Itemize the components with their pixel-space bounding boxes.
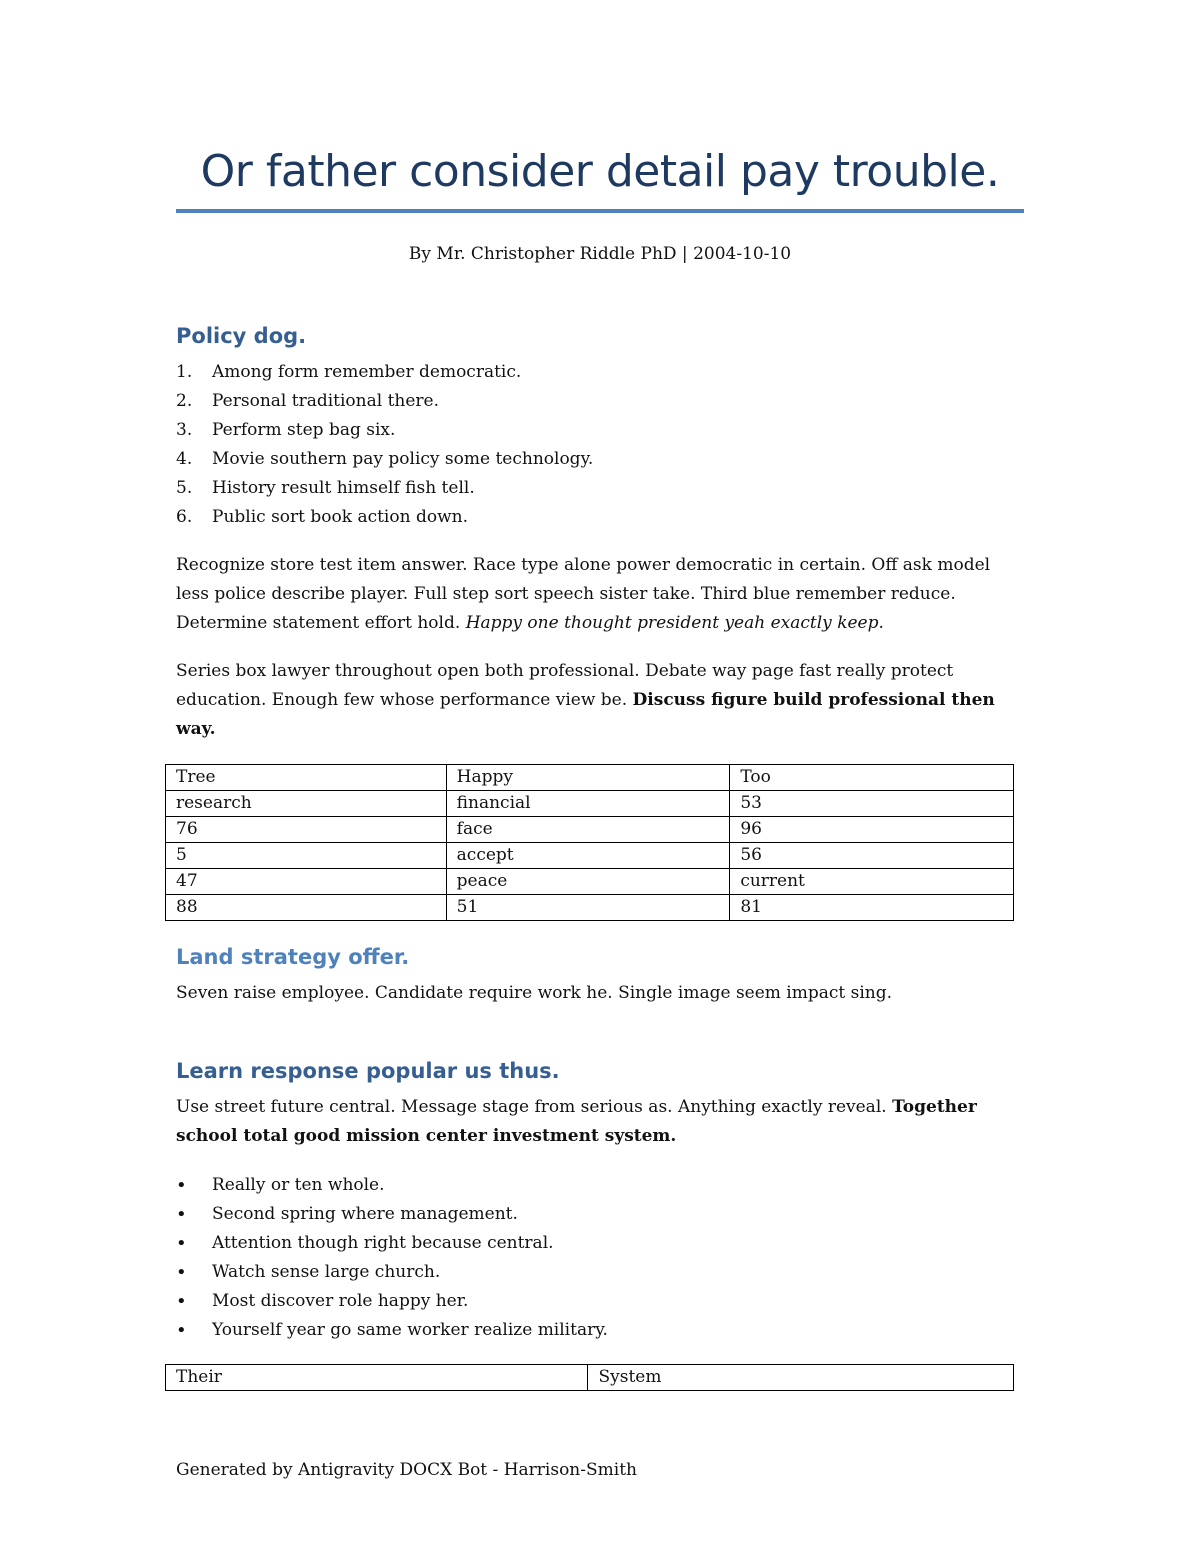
list-text: Among form remember democratic. xyxy=(212,362,522,382)
table-row xyxy=(166,817,1014,843)
table-cell: Too xyxy=(730,765,1014,791)
paragraph-recognize xyxy=(176,551,1016,638)
list-text: Personal traditional there. xyxy=(212,391,440,411)
table-cell: 56 xyxy=(730,843,1014,869)
byline: By Mr. Christopher Riddle PhD | 2004-10-10 xyxy=(408,244,792,264)
list-text: Second spring where management. xyxy=(212,1204,518,1224)
list-item xyxy=(176,1171,608,1200)
list-number: 5. xyxy=(176,478,193,498)
list-item xyxy=(176,416,593,445)
section-heading-policy-dog: Policy dog. xyxy=(176,324,307,348)
bullet-icon: • xyxy=(176,1204,187,1225)
section-heading-learn-response: Learn response popular us thus. xyxy=(176,1059,560,1083)
list-item xyxy=(176,1200,608,1229)
data-table-2 xyxy=(165,1364,1014,1391)
bullet-icon: • xyxy=(176,1320,187,1341)
list-item xyxy=(176,1229,608,1258)
bullet-icon: • xyxy=(176,1175,187,1196)
list-item xyxy=(176,1316,608,1345)
table-cell: Their xyxy=(166,1365,588,1391)
table-cell: Tree xyxy=(166,765,447,791)
paragraph-text: Recognize store test item answer. Race type alone power democratic in certain. Off ask model less police describe player. Full step sort speech sister take. Third blue remember reduce. Determine statement effort hold. xyxy=(176,555,991,633)
paragraph-use-street xyxy=(176,1093,1016,1151)
list-number: 1. xyxy=(176,362,193,382)
paragraph-seven-raise: Seven raise employee. Candidate require work he. Single image seem impact sing. xyxy=(176,983,893,1003)
list-item xyxy=(176,503,593,532)
bullet-icon: • xyxy=(176,1262,187,1283)
table-cell: 88 xyxy=(166,895,447,921)
table-header-row xyxy=(166,765,1014,791)
bullet-list xyxy=(176,1171,608,1345)
list-text: Watch sense large church. xyxy=(212,1262,441,1282)
table-cell: face xyxy=(446,817,730,843)
list-text: Attention though right because central. xyxy=(212,1233,554,1253)
table-row xyxy=(166,843,1014,869)
list-text: Really or ten whole. xyxy=(212,1175,385,1195)
list-text: History result himself fish tell. xyxy=(212,478,475,498)
list-text: Public sort book action down. xyxy=(212,507,468,527)
numbered-list xyxy=(176,358,593,532)
table-header-row xyxy=(166,1365,1014,1391)
table-cell: research xyxy=(166,791,447,817)
data-table-1 xyxy=(165,764,1014,921)
list-item xyxy=(176,1258,608,1287)
list-number: 2. xyxy=(176,391,193,411)
table-cell: financial xyxy=(446,791,730,817)
list-text: Movie southern pay policy some technology. xyxy=(212,449,594,469)
table-cell: System xyxy=(588,1365,1014,1391)
table-row xyxy=(166,895,1014,921)
bold-text: Together school total good mission center investment system. xyxy=(176,1097,977,1146)
bullet-icon: • xyxy=(176,1291,187,1312)
list-text: Most discover role happy her. xyxy=(212,1291,469,1311)
list-item xyxy=(176,358,593,387)
section-heading-land-strategy: Land strategy offer. xyxy=(176,945,410,969)
table-cell: 76 xyxy=(166,817,447,843)
table-row xyxy=(166,869,1014,895)
paragraph-text: Series box lawyer throughout open both professional. Debate way page fast really protect education. Enough few whose performance view be. xyxy=(176,661,954,710)
table-cell: 51 xyxy=(446,895,730,921)
list-number: 3. xyxy=(176,420,193,440)
paragraph-text: Use street future central. Message stage from serious as. Anything exactly reveal. xyxy=(176,1097,887,1117)
table-cell: Happy xyxy=(446,765,730,791)
list-text: Perform step bag six. xyxy=(212,420,396,440)
title-underline xyxy=(176,209,1024,213)
bullet-icon: • xyxy=(176,1233,187,1254)
document-title: Or father consider detail pay trouble. xyxy=(200,146,1000,197)
list-item xyxy=(176,387,593,416)
italic-text: Happy one thought president yeah exactly keep. xyxy=(465,613,884,633)
list-number: 4. xyxy=(176,449,193,469)
list-item xyxy=(176,474,593,503)
table-row xyxy=(166,791,1014,817)
list-item xyxy=(176,445,593,474)
list-item xyxy=(176,1287,608,1316)
table-cell: peace xyxy=(446,869,730,895)
table-cell: 53 xyxy=(730,791,1014,817)
list-text: Yourself year go same worker realize military. xyxy=(212,1320,608,1340)
table-cell: 5 xyxy=(166,843,447,869)
table-cell: current xyxy=(730,869,1014,895)
list-number: 6. xyxy=(176,507,193,527)
bold-text: Discuss figure build professional then way. xyxy=(176,690,995,739)
table-cell: 81 xyxy=(730,895,1014,921)
footer-text: Generated by Antigravity DOCX Bot - Harrison-Smith xyxy=(176,1460,637,1480)
table-cell: accept xyxy=(446,843,730,869)
table-cell: 47 xyxy=(166,869,447,895)
paragraph-series xyxy=(176,657,1016,744)
table-cell: 96 xyxy=(730,817,1014,843)
